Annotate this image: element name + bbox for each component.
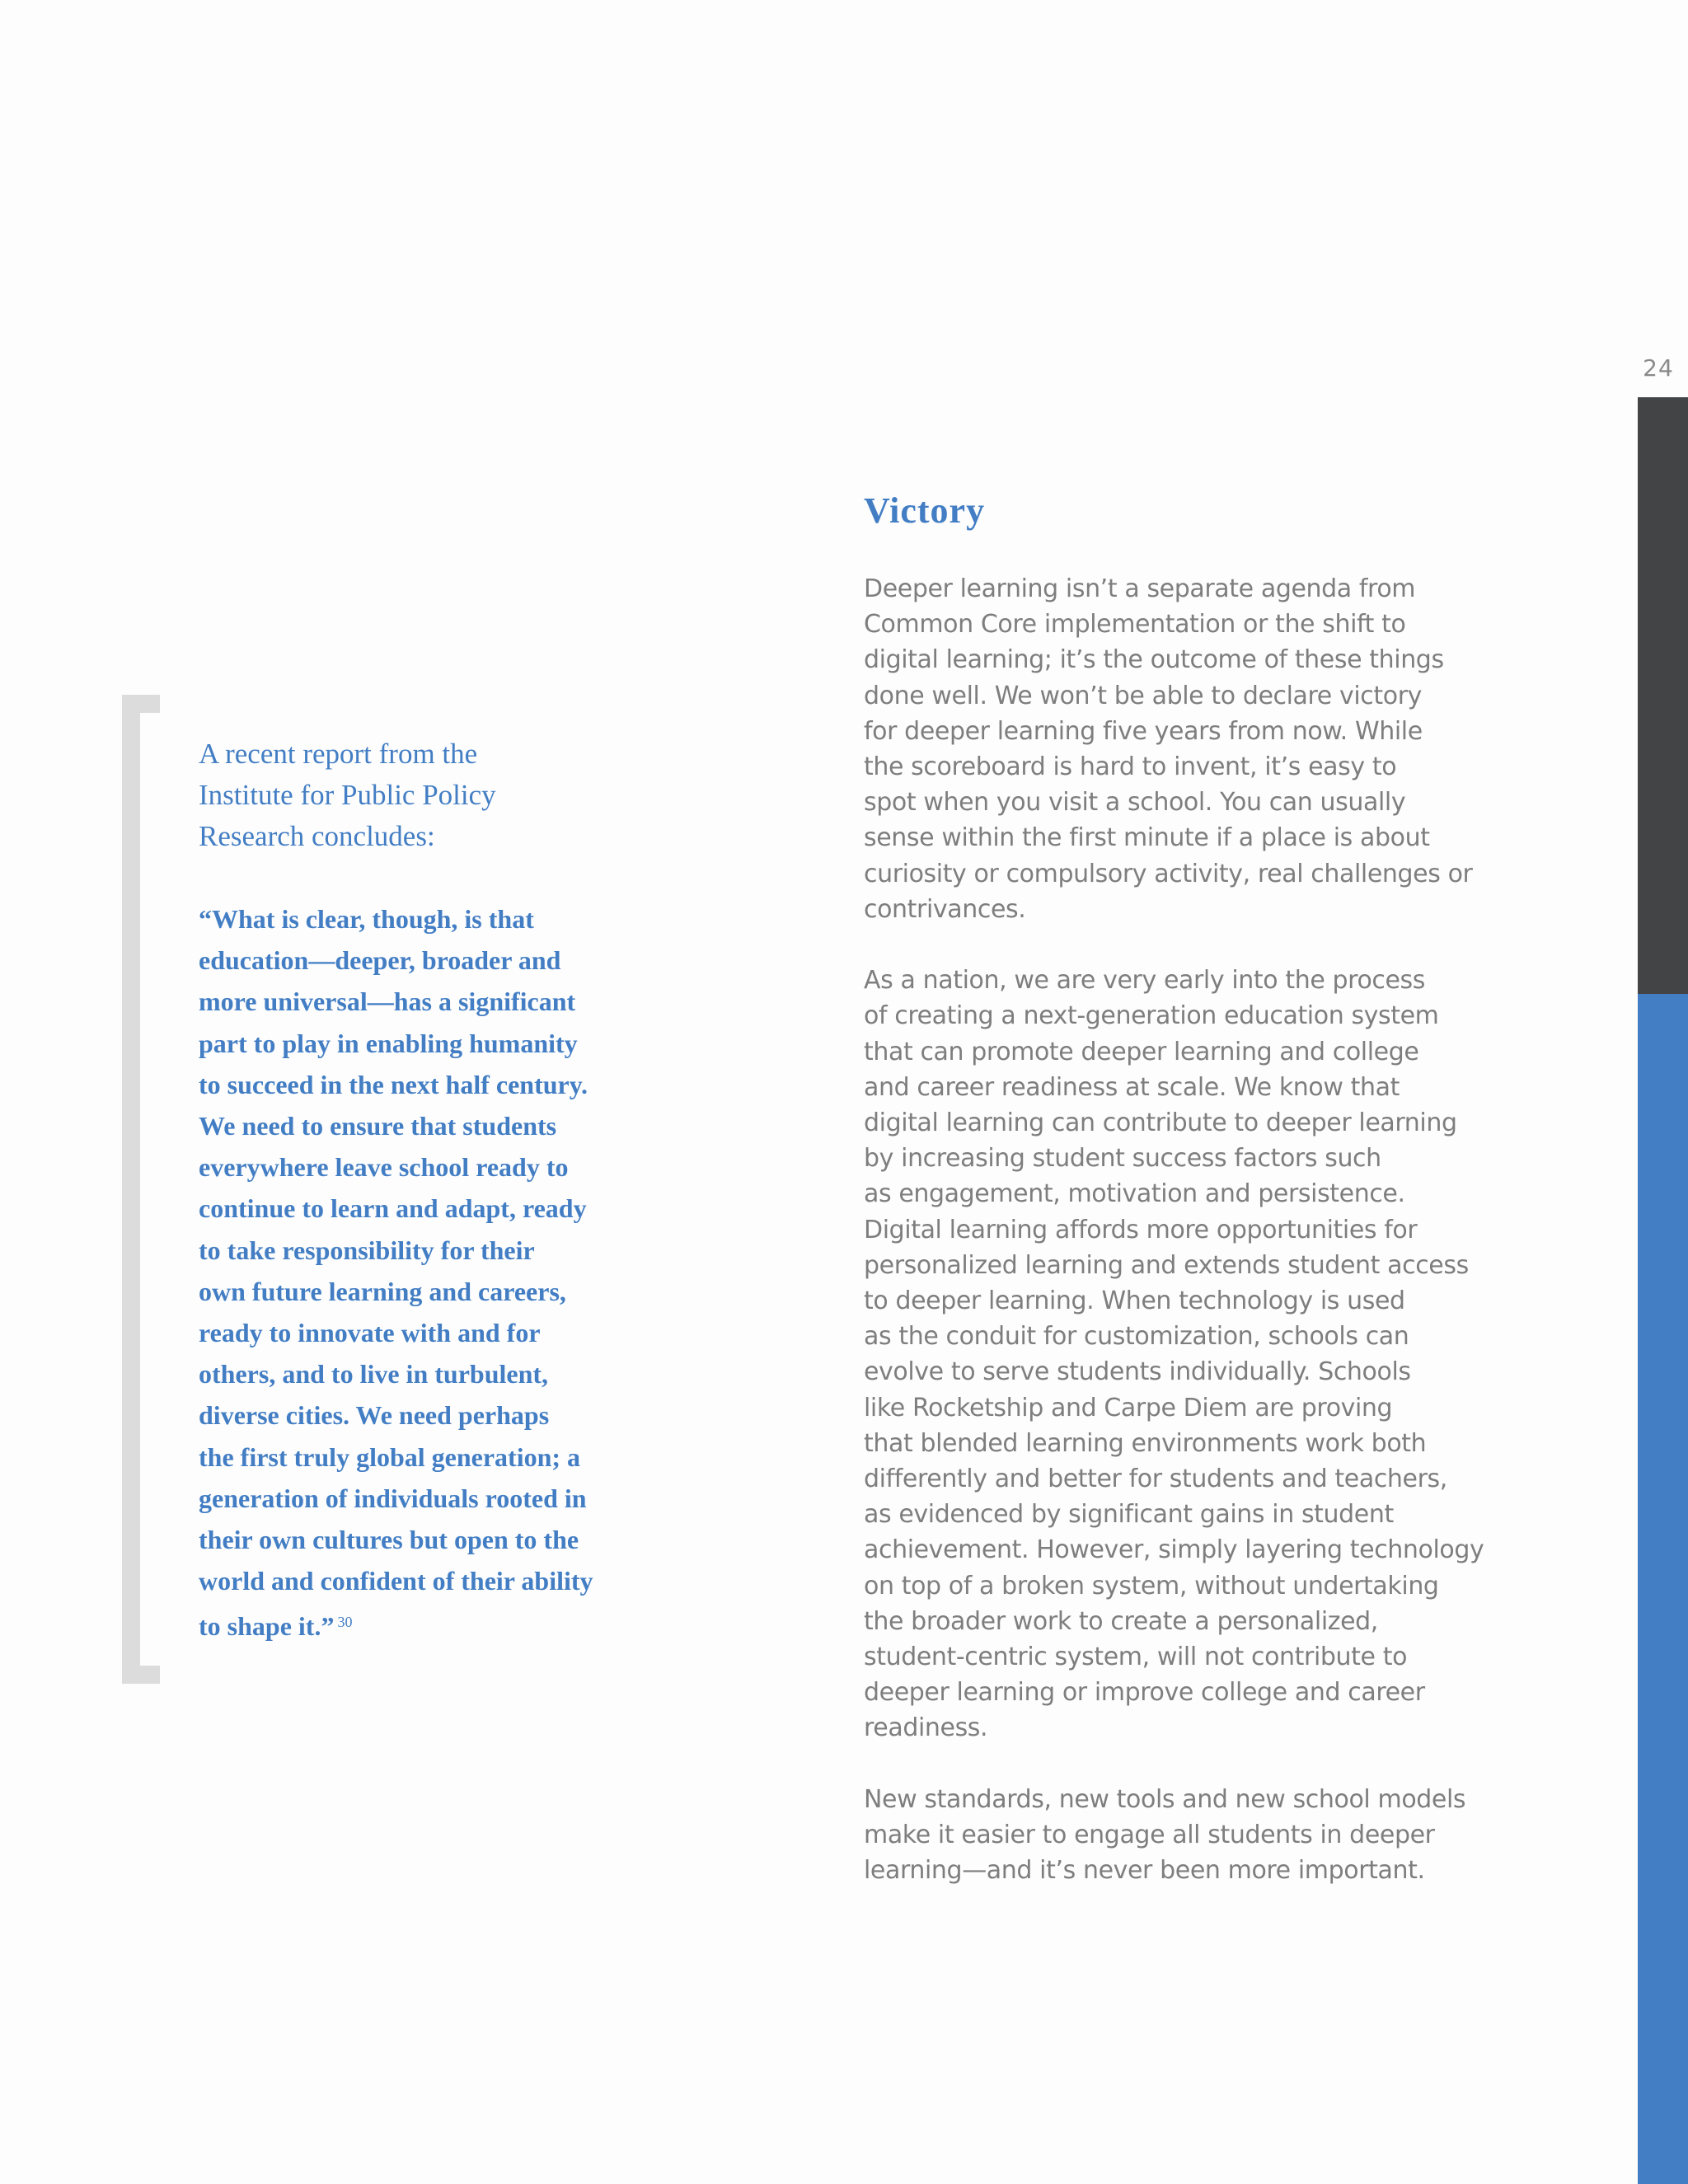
body-line: achievement. However, simply layering technology [864, 1535, 1484, 1565]
quote-line: education—deeper, broader and [199, 945, 561, 976]
body-line: learning—and it’s never been more important. [864, 1856, 1425, 1886]
quote-line: ready to innovate with and for [199, 1318, 541, 1348]
body-line: that blended learning environments work both [864, 1428, 1427, 1458]
article-column [864, 485, 1507, 1888]
quote-intro-line: Institute for Public Policy [199, 779, 496, 811]
body-line: to deeper learning. When technology is used [864, 1286, 1405, 1316]
body-line: As a nation, we are very early into the process [864, 966, 1426, 996]
body-paragraph [864, 1782, 1507, 1889]
body-line: Common Core implementation or the shift to [864, 610, 1406, 640]
body-line: as evidenced by significant gains in student [864, 1500, 1394, 1530]
quote-line: part to play in enabling humanity [199, 1028, 578, 1058]
quote-line: their own cultures but open to the [199, 1525, 579, 1555]
quote-line: everywhere leave school ready to [199, 1152, 569, 1183]
body-line: personalized learning and extends student access [864, 1250, 1469, 1280]
quote-line: world and confident of their ability [199, 1566, 593, 1596]
quote-line: more universal—has a significant [199, 987, 576, 1017]
quote-intro-line: A recent report from the [199, 738, 478, 770]
body-paragraph [864, 571, 1507, 927]
body-line: that can promote deeper learning and college [864, 1037, 1419, 1066]
body-line: deeper learning or improve college and career [864, 1678, 1425, 1708]
body-line: New standards, new tools and new school models [864, 1784, 1466, 1814]
page-number: 24 [1643, 354, 1674, 382]
body-paragraph [864, 963, 1507, 1746]
section-title: Victory [864, 490, 986, 531]
quote-line: diverse cities. We need perhaps [199, 1400, 550, 1431]
body-line: Digital learning affords more opportunities for [864, 1215, 1418, 1244]
quote-intro [199, 733, 660, 857]
quote-line: to succeed in the next half century. [199, 1069, 588, 1099]
quote-intro-line: Research concludes: [199, 820, 435, 852]
body-line: and career readiness at scale. We know that [864, 1072, 1400, 1102]
quote-line: “What is clear, though, is that [199, 904, 534, 934]
body-line: on top of a broken system, without undertaking [864, 1571, 1439, 1601]
body-line: like Rocketship and Carpe Diem are proving [864, 1393, 1393, 1422]
footnote-reference: 30 [337, 1614, 353, 1631]
quote-line: to take responsibility for their [199, 1235, 535, 1265]
quote-bracket [122, 695, 160, 1684]
quote-line: others, and to live in turbulent, [199, 1359, 549, 1390]
body-line: digital learning can contribute to deeper learning [864, 1108, 1457, 1138]
body-line: evolve to serve students individually. Schools [864, 1357, 1411, 1387]
body-line: the scoreboard is hard to invent, it’s easy to [864, 752, 1397, 782]
body-line: as the conduit for customization, schools can [864, 1322, 1409, 1352]
body-line: spot when you visit a school. You can usually [864, 788, 1406, 818]
body-line: as engagement, motivation and persistence. [864, 1179, 1405, 1209]
quote-line: We need to ensure that students [199, 1111, 557, 1141]
quote-line: to shape it.” [199, 1611, 335, 1642]
pull-quote [199, 733, 660, 1647]
quote-line-last [199, 1601, 660, 1647]
quote-line: the first truly global generation; a [199, 1441, 581, 1472]
body-line: differently and better for students and teachers, [864, 1465, 1447, 1494]
quote-line: continue to learn and adapt, ready [199, 1193, 587, 1224]
body-line: done well. We won’t be able to declare victory [864, 681, 1422, 710]
body-line: readiness. [864, 1713, 988, 1743]
quote-line: own future learning and careers, [199, 1276, 566, 1306]
body-line: for deeper learning five years from now. While [864, 716, 1423, 746]
body-line: by increasing student success factors such [864, 1144, 1381, 1174]
body-line: student-centric system, will not contribute to [864, 1643, 1408, 1672]
body-line: make it easier to engage all students in deeper [864, 1821, 1435, 1850]
body-line: the broader work to create a personalized, [864, 1606, 1378, 1636]
body-line: Deeper learning isn’t a separate agenda from [864, 574, 1416, 603]
side-accent-bar-blue [1638, 994, 1688, 2184]
body-line: of creating a next-generation education system [864, 1001, 1439, 1031]
body-line: sense within the first minute if a place is about [864, 823, 1430, 853]
body-line: curiosity or compulsory activity, real challenges or [864, 859, 1473, 888]
quote-text [199, 898, 660, 1647]
quote-line: generation of individuals rooted in [199, 1483, 587, 1513]
body-line: contrivances. [864, 894, 1026, 924]
body-line: digital learning; it’s the outcome of these things [864, 645, 1444, 675]
side-accent-bar-dark [1638, 397, 1688, 994]
